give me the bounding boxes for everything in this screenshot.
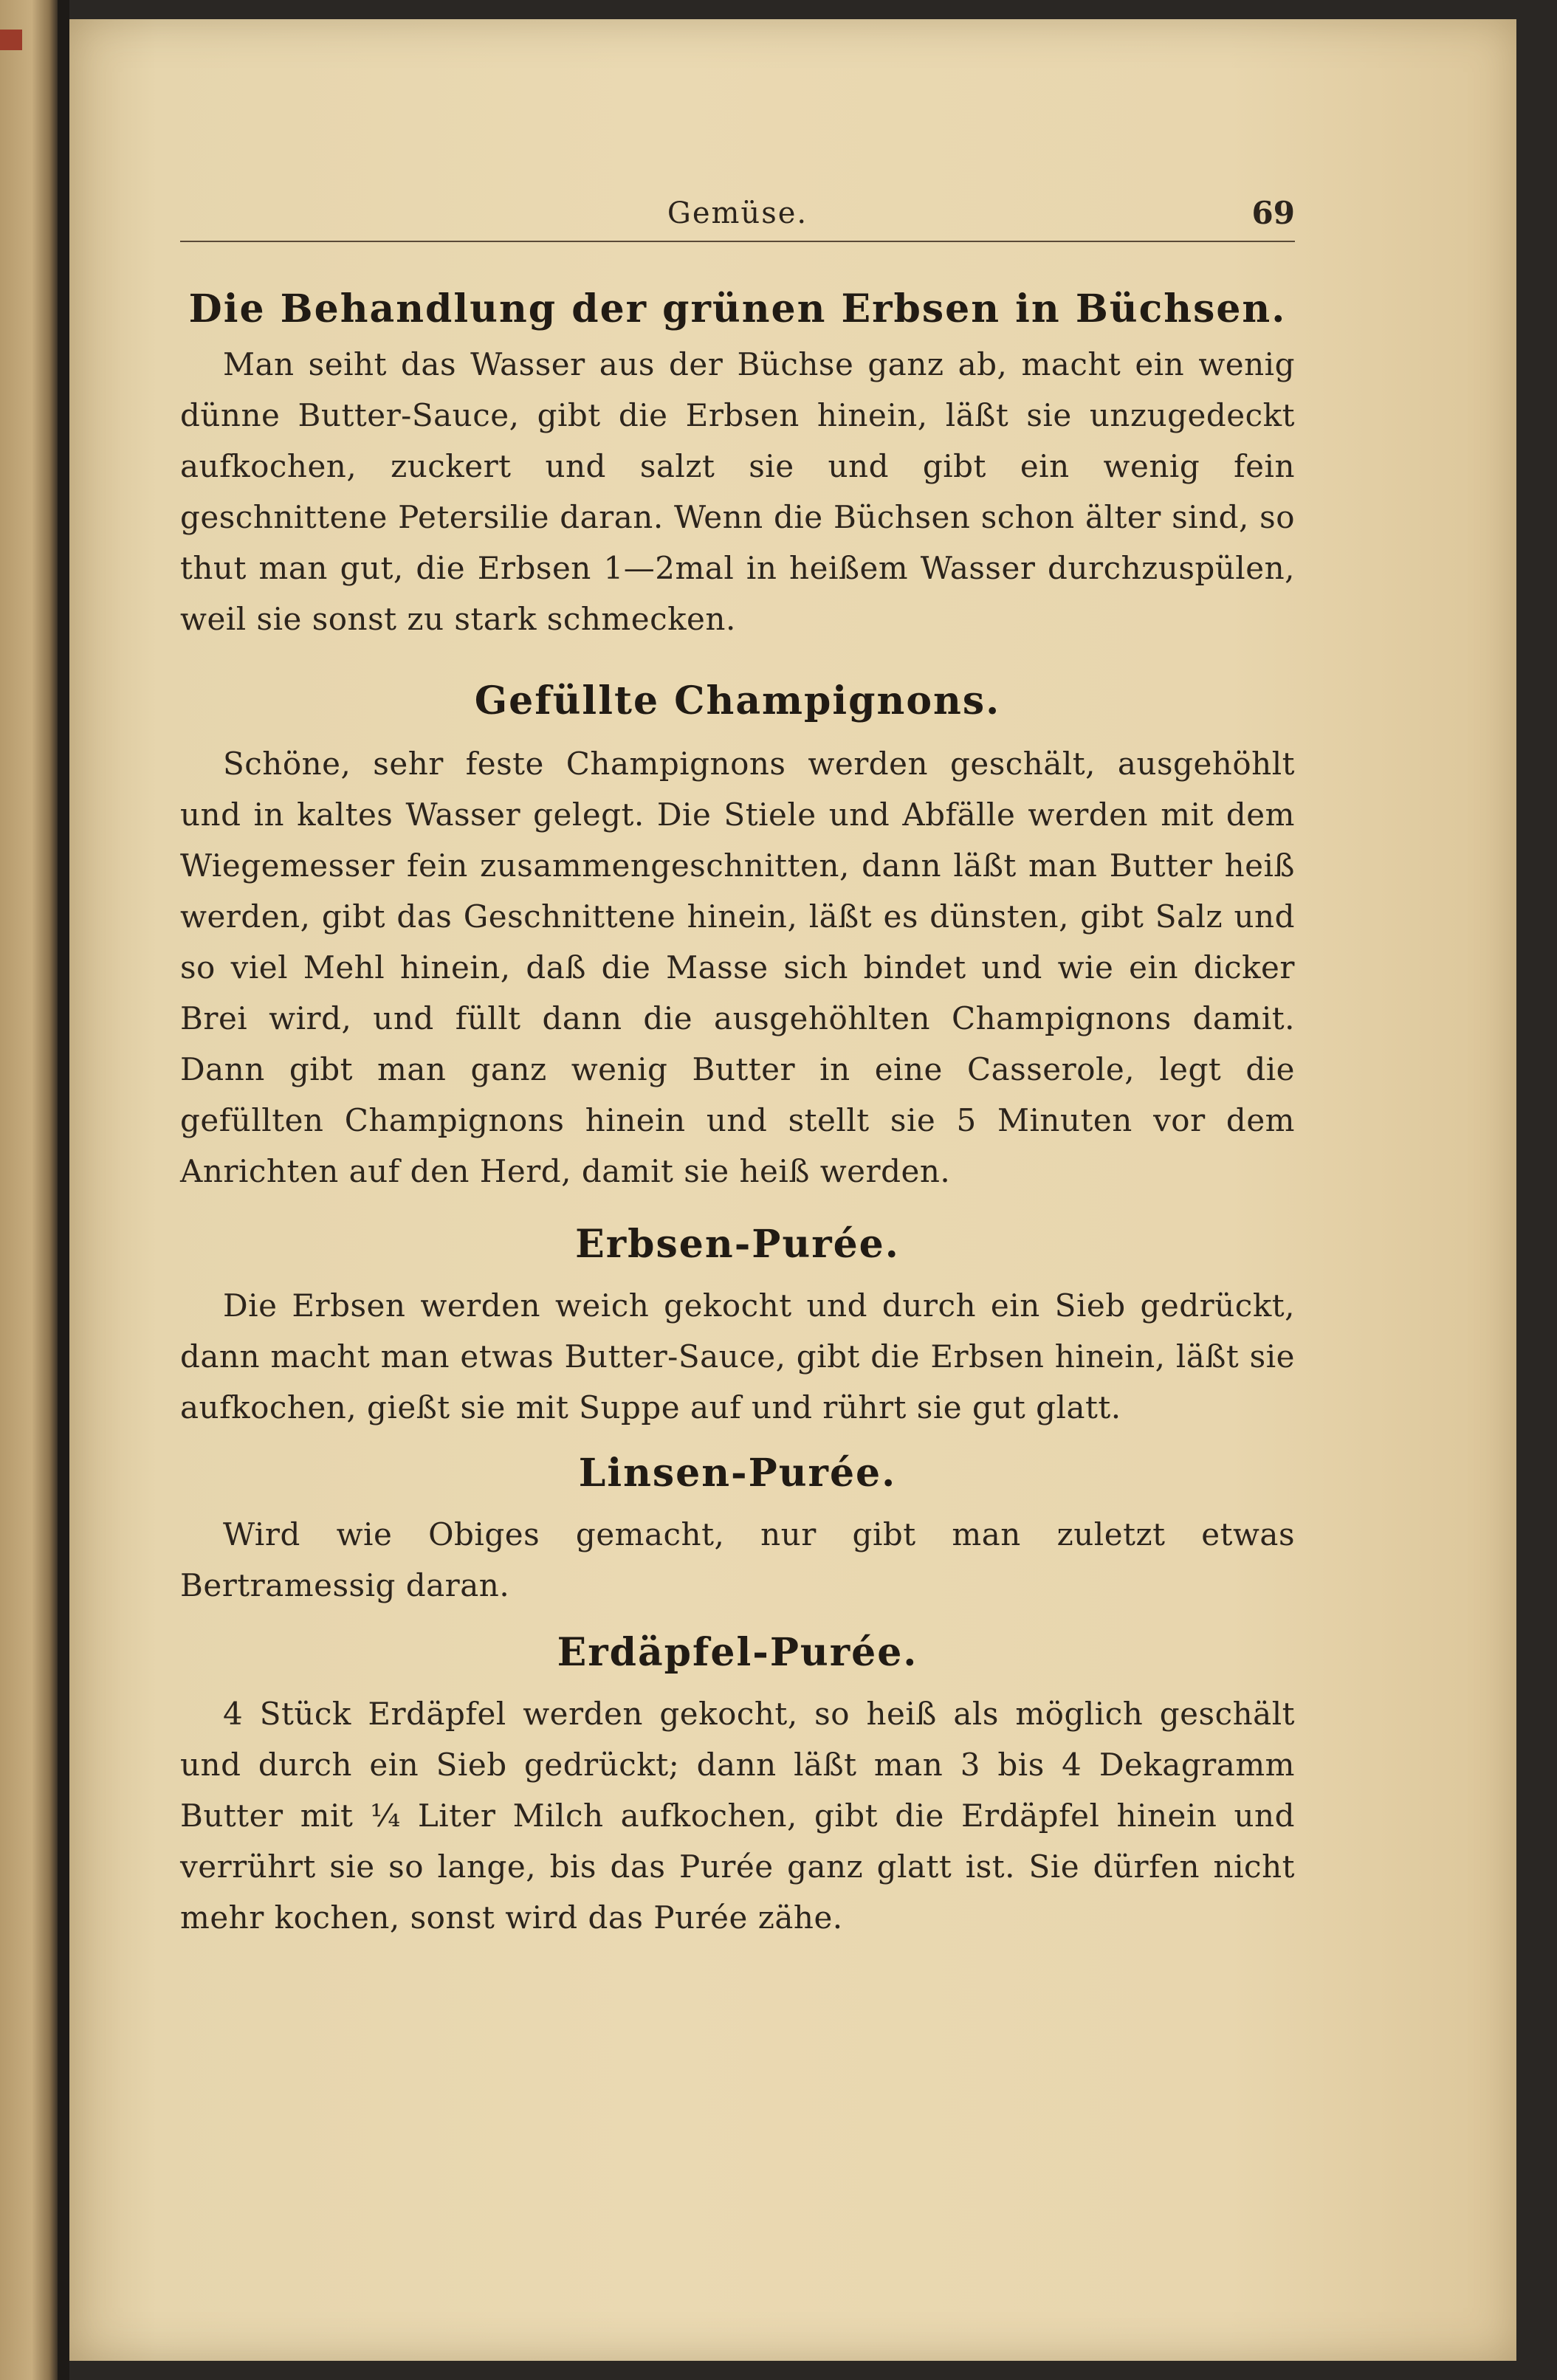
recipe-body: Die Erbsen werden weich gekocht und durch ein Sieb gedrückt, dann macht man etwas Butter-Sauce, gibt die Erbsen hinein, läßt sie aufkochen, gießt sie mit Suppe auf und rührt sie gut glatt.: [180, 1287, 1295, 1425]
page-number: 69: [1251, 195, 1295, 231]
recipe-heading: Die Behandlung der grünen Erbsen in Büchsen.: [188, 286, 1287, 331]
recipe-heading: Erdäpfel-Purée.: [557, 1630, 918, 1675]
recipe-section: [180, 678, 1295, 1197]
recipe-body: Wird wie Obiges gemacht, nur gibt man zuletzt etwas Bertramessig daran.: [180, 1516, 1295, 1603]
recipe-heading: Erbsen-Purée.: [575, 1222, 900, 1267]
recipe-heading: Gefüllte Champignons.: [474, 678, 1001, 723]
recipe-section: [180, 1630, 1295, 1943]
recipe-section: [180, 1451, 1295, 1611]
recipe-body: Schöne, sehr feste Champignons werden geschält, ausgehöhlt und in kaltes Wasser gelegt. Die Stiele und Abfälle werden mit dem Wiegemesser fein zusammengeschnitten, dann läßt man Butter heiß werden, gibt das Geschnittene hinein, läßt es dünsten, gibt Salz und so viel Mehl hinein, daß die Masse sich bindet und wie ein dicker Brei wird, und füllt dann die ausgehöhlten Champignons damit. Dann gibt man ganz wenig Butter in eine Casserole, legt die gefüllten Champignons hinein und stellt sie 5 Minuten vor dem Anrichten auf den Herd, damit sie heiß werden.: [180, 746, 1295, 1189]
recipe-section: [180, 1222, 1295, 1433]
recipe-section: [180, 286, 1295, 644]
page-edge-marking: [0, 30, 22, 50]
recipe-body: Man seiht das Wasser aus der Büchse ganz ab, macht ein wenig dünne Butter-Sauce, gibt die Erbsen hinein, läßt sie unzugedeckt aufkochen, zuckert und salzt sie und gibt ein wenig fein geschnittene Petersilie daran. Wenn die Büchsen schon älter sind, so thut man gut, die Erbsen 1—2mal in heißem Wasser durchzuspülen, weil sie sonst zu stark schmecken.: [180, 346, 1295, 637]
facing-page-edge: [0, 0, 58, 2380]
running-header-title: Gemüse.: [667, 196, 808, 230]
recipe-heading: Linsen-Purée.: [578, 1451, 897, 1496]
running-header: [180, 189, 1295, 242]
page-content: [180, 189, 1295, 1943]
book-page: [69, 19, 1516, 2361]
book-gutter: [58, 0, 69, 2380]
recipe-body: 4 Stück Erdäpfel werden gekocht, so heiß als möglich geschält und durch ein Sieb gedrückt; dann läßt man 3 bis 4 Dekagramm Butter mit ¼ Liter Milch aufkochen, gibt die Erdäpfel hinein und verrührt sie so lange, bis das Purée ganz glatt ist. Sie dürfen nicht mehr kochen, sonst wird das Purée zähe.: [180, 1696, 1295, 1936]
